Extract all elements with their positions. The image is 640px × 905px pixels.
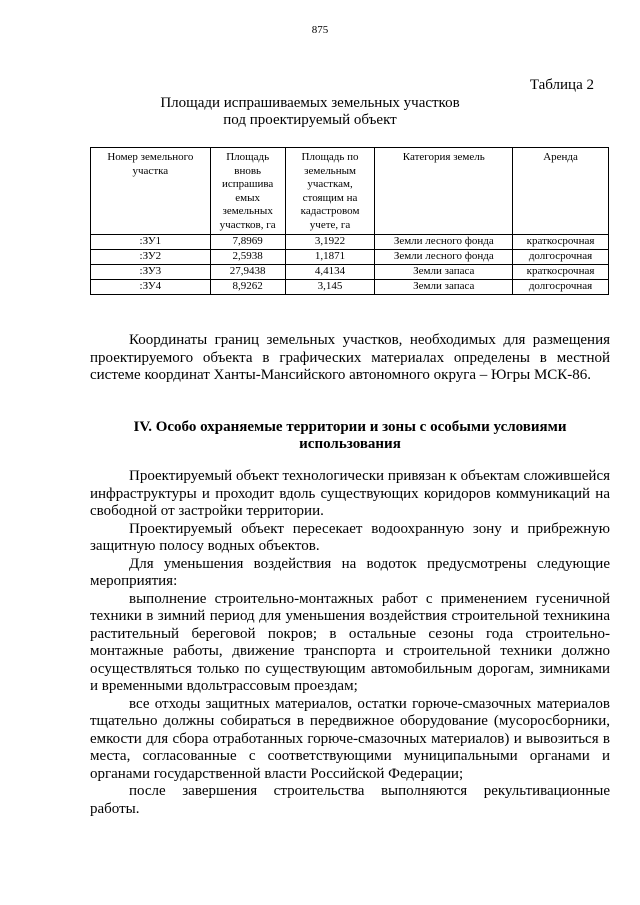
section-heading-line: IV. Особо охраняемые территории и зоны с особыми условиями — [133, 419, 567, 435]
table-label: Таблица 2 — [529, 77, 594, 93]
header-new-area: Площадь вновь испрашива емых земельных участков, га — [210, 148, 285, 235]
paragraph: Для уменьшения воздействия на водоток предусмотрены следующие мероприятия: — [90, 555, 610, 589]
table-row — [91, 250, 609, 265]
section-heading-line: использования — [299, 436, 401, 452]
cell-new-area: 7,8969 — [210, 235, 285, 250]
table-row — [91, 265, 609, 280]
cell-cadastral-area: 3,1922 — [285, 235, 375, 250]
cell-plot-number: :ЗУ3 — [91, 265, 211, 280]
table-row — [91, 280, 609, 295]
table-title-line: под проектируемый объект — [223, 112, 397, 128]
paragraph: выполнение строительно-монтажных работ с применением гусеничной техники в зимний период для уменьшения воздействия строительной техникина растительный береговой покров; в остальные сезоны года строительно-монтажные работы, движение транспорта и строительной техники должно осуществляться только по существующим автомобильным дорогам, зимниками и временными вдольтрассовым проездам; — [90, 590, 610, 694]
cell-land-category: Земли лесного фонда — [375, 235, 513, 250]
paragraph: Проектируемый объект пересекает водоохранную зону и прибрежную защитную полосу водных объектов. — [90, 520, 610, 554]
table-title-line: Площади испрашиваемых земельных участков — [160, 95, 460, 111]
header-land-category: Категория земель — [375, 148, 513, 235]
cell-cadastral-area: 3,145 — [285, 280, 375, 295]
paragraph: все отходы защитных материалов, остатки горюче-смазочных материалов тщательно должны собираться в передвижное оборудование (мусоросборники, емкости для сбора отработанных горюче-смазочных материалов) и вывозиться в места, согласованные с соответствующими муниципальными органами и органами государственной власти Российской Федерации; — [90, 695, 610, 782]
cell-lease: краткосрочная — [513, 265, 609, 280]
cell-land-category: Земли лесного фонда — [375, 250, 513, 265]
coordinates-block — [90, 332, 610, 385]
table-title — [90, 95, 530, 129]
cell-land-category: Земли запаса — [375, 280, 513, 295]
section-body — [90, 468, 610, 818]
table-row — [91, 235, 609, 250]
cell-lease: долгосрочная — [513, 280, 609, 295]
cell-land-category: Земли запаса — [375, 265, 513, 280]
cell-plot-number: :ЗУ1 — [91, 235, 211, 250]
cell-new-area: 27,9438 — [210, 265, 285, 280]
section-heading — [90, 419, 610, 453]
header-plot-number: Номер земельного участка — [91, 148, 211, 235]
cell-new-area: 8,9262 — [210, 280, 285, 295]
cell-plot-number: :ЗУ2 — [91, 250, 211, 265]
cell-lease: краткосрочная — [513, 235, 609, 250]
cell-cadastral-area: 1,1871 — [285, 250, 375, 265]
table-header-row — [91, 148, 609, 235]
cell-cadastral-area: 4,4134 — [285, 265, 375, 280]
header-lease: Аренда — [513, 148, 609, 235]
paragraph: после завершения строительства выполняются рекультивационные работы. — [90, 783, 610, 817]
cell-lease: долгосрочная — [513, 250, 609, 265]
paragraph: Проектируемый объект технологически привязан к объектам сложившейся инфраструктуры и проходит вдоль существующих коридоров коммуникаций на свободной от застройки территории. — [90, 468, 611, 519]
land-plots-table — [90, 147, 609, 295]
cell-plot-number: :ЗУ4 — [91, 280, 211, 295]
page-number: 875 — [311, 24, 329, 36]
coordinates-paragraph: Координаты границ земельных участков, необходимых для размещения проектируемого объекта в графических материалах определены в местной системе координат Ханты-Мансийского автономного округа – Югры МСК-86. — [90, 332, 610, 383]
header-cadastral-area: Площадь по земельным участкам, стоящим на кадастровом учете, га — [285, 148, 375, 235]
cell-new-area: 2,5938 — [210, 250, 285, 265]
